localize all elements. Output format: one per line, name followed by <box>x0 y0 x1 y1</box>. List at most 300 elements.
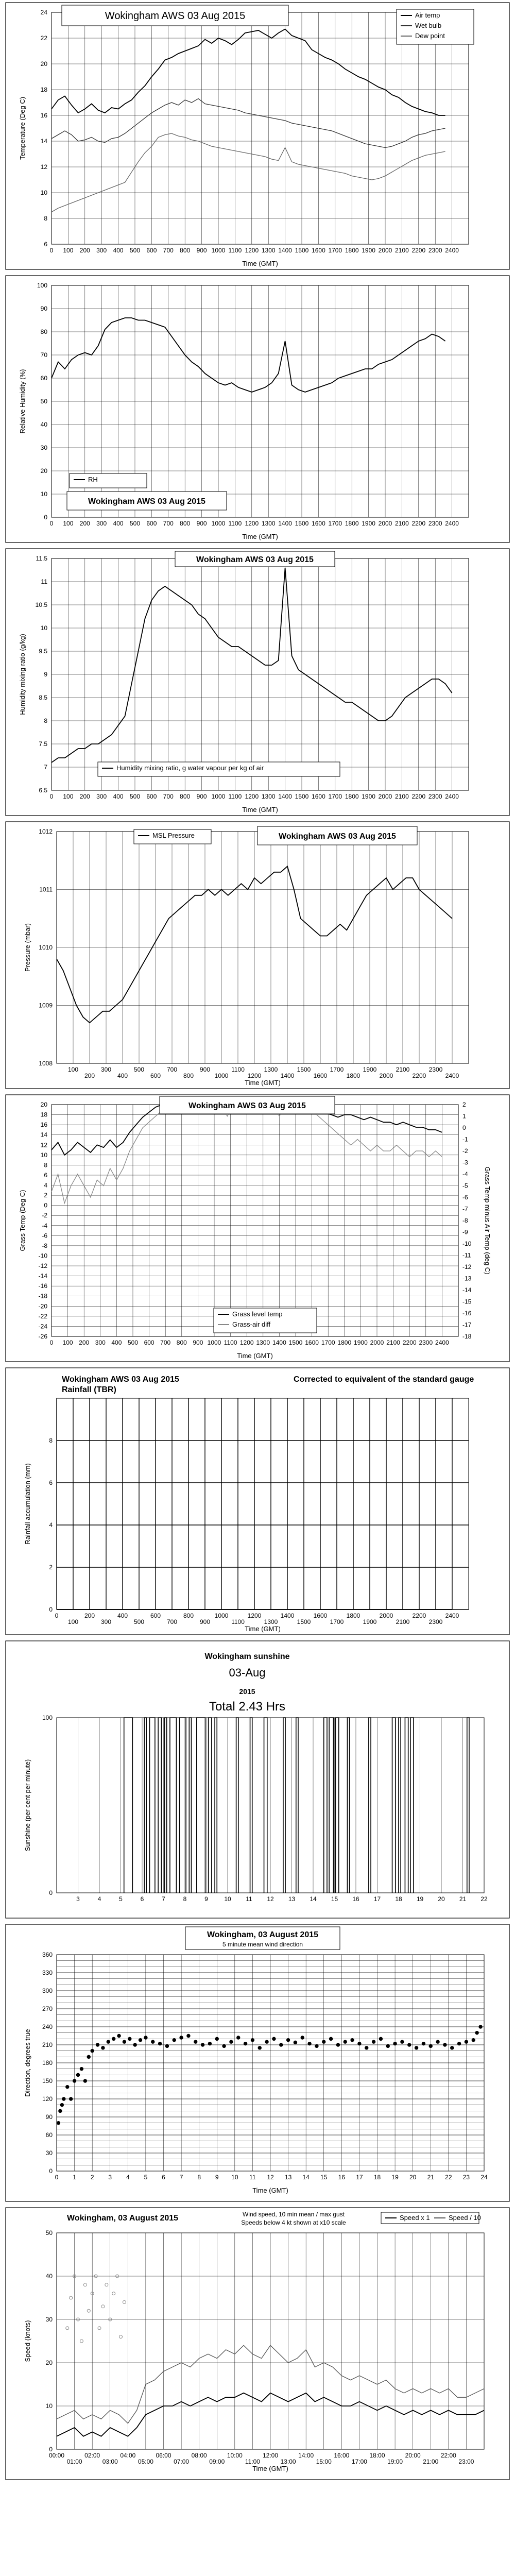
x-tick-label: 300 <box>96 793 107 800</box>
x-tick-label: 800 <box>183 1612 194 1619</box>
x-tick-label: 700 <box>166 1618 178 1625</box>
chart-title: Wokingham, 03 August 2015 <box>207 1930 319 1939</box>
x-tick-label: 1300 <box>261 247 276 254</box>
x-tick-label: 800 <box>183 1072 194 1079</box>
x-tick-label: 02:00 <box>84 2452 100 2459</box>
x-tick-label: 1100 <box>231 1618 245 1625</box>
y-axis-label: Pressure (mbar) <box>24 923 31 972</box>
data-point <box>372 2040 375 2043</box>
data-point <box>117 2034 121 2037</box>
x-tick-label: 1400 <box>280 1072 295 1079</box>
x-tick-label: 17 <box>356 2174 363 2181</box>
y2-tick-label: -5 <box>462 1182 468 1190</box>
y2-tick-label: -15 <box>462 1298 472 1306</box>
legend-entry: Speed / 10 <box>449 2214 481 2222</box>
y-axis-label: Relative Humidity (%) <box>19 369 26 434</box>
y-tick-label: 6 <box>44 241 47 248</box>
chart-note: Speeds below 4 kt shown at x10 scale <box>241 2219 346 2226</box>
x-tick-label: 800 <box>176 1339 187 1346</box>
data-point <box>351 2038 354 2041</box>
y-tick-label: 6 <box>44 1171 47 1179</box>
x-tick-label: 12 <box>267 1895 274 1903</box>
x-tick-label: 1200 <box>247 1072 262 1079</box>
pressure-chart-panel <box>5 821 510 1089</box>
x-tick-label: 7 <box>179 2174 183 2181</box>
y-tick-label: 14 <box>40 138 47 145</box>
y-tick-label: 300 <box>42 1987 53 1994</box>
y-tick-label: 330 <box>42 1969 53 1976</box>
y-tick-label: 30 <box>40 444 47 451</box>
x-tick-label: 12:00 <box>262 2452 279 2459</box>
y-tick-label: 2 <box>44 1192 47 1199</box>
y-axis-label: Sunshine (per cent per minute) <box>24 1759 31 1852</box>
chart-title: Wokingham AWS 03 Aug 2015 <box>88 497 205 506</box>
y-tick-label: 8 <box>44 717 47 724</box>
x-tick-label: 1400 <box>278 247 292 254</box>
x-tick-label: 18 <box>373 2174 381 2181</box>
y-tick-label: 20 <box>40 467 47 474</box>
y-tick-label: 60 <box>40 375 47 382</box>
x-tick-label: 6 <box>140 1895 144 1903</box>
x-tick-label: 2000 <box>379 1612 393 1619</box>
x-tick-label: 500 <box>133 1066 145 1073</box>
x-tick-label: 700 <box>166 1066 178 1073</box>
x-tick-label: 11:00 <box>245 2458 260 2465</box>
y-tick-label: 20 <box>40 1101 47 1108</box>
x-tick-label: 900 <box>196 247 207 254</box>
data-point <box>265 2040 268 2043</box>
x-tick-label: 2200 <box>412 1612 426 1619</box>
x-tick-label: 2200 <box>411 793 426 800</box>
chart-title: Wokingham AWS 03 Aug 2015 <box>188 1101 306 1110</box>
x-tick-label: 1000 <box>211 520 226 527</box>
data-point <box>91 2049 94 2052</box>
y-tick-label: 0 <box>49 2167 53 2175</box>
x-tick-label: 1000 <box>211 247 226 254</box>
x-axis-label: Time (GMT) <box>242 533 278 540</box>
x-tick-label: 0 <box>49 520 54 527</box>
x-tick-label: 10 <box>224 1895 231 1903</box>
data-point <box>62 2097 65 2100</box>
y-tick-label: 16 <box>40 112 47 119</box>
y2-tick-label: -14 <box>462 1286 472 1294</box>
y-tick-label: 90 <box>40 305 47 312</box>
y2-tick-label: -9 <box>462 1228 468 1236</box>
chart-year: 2015 <box>239 1687 255 1696</box>
data-point <box>215 2037 218 2040</box>
x-tick-label: 300 <box>100 1618 112 1625</box>
chart-title: Wokingham AWS 03 Aug 2015 <box>196 555 314 564</box>
y-tick-label: 0 <box>49 1606 53 1613</box>
x-tick-label: 1200 <box>245 520 259 527</box>
y-tick-label: -10 <box>38 1252 47 1260</box>
x-tick-label: 1400 <box>280 1612 295 1619</box>
y-tick-label: 50 <box>40 398 47 405</box>
x-tick-label: 1600 <box>313 1612 328 1619</box>
data-point <box>401 2040 404 2043</box>
y-tick-label: 7 <box>44 764 47 771</box>
x-tick-label: 1200 <box>239 1339 254 1346</box>
x-tick-label: 100 <box>63 520 74 527</box>
data-point <box>101 2046 105 2049</box>
x-tick-label: 7 <box>162 1895 165 1903</box>
y-tick-label: 16 <box>40 1121 47 1129</box>
x-tick-label: 200 <box>79 793 90 800</box>
x-tick-label: 03:00 <box>102 2458 118 2465</box>
mixing-ratio-chart <box>5 548 510 816</box>
y-tick-label: 9 <box>44 671 47 678</box>
legend-entry: Grass-air diff <box>232 1320 271 1328</box>
x-tick-label: 07:00 <box>174 2458 190 2465</box>
x-tick-label: 1800 <box>346 1612 360 1619</box>
wind-direction-chart <box>5 1924 510 2202</box>
data-point <box>73 2079 76 2082</box>
y-tick-label: 4 <box>44 1181 47 1189</box>
x-axis-label: Time (GMT) <box>245 1625 281 1633</box>
y2-tick-label: -18 <box>462 1333 472 1340</box>
data-point <box>280 2043 283 2046</box>
y-tick-label: 20 <box>45 2359 53 2366</box>
y-tick-label: 8.5 <box>39 694 47 701</box>
x-tick-label: 0 <box>55 1612 59 1619</box>
x-tick-label: 1900 <box>362 793 375 800</box>
data-point <box>222 2044 226 2047</box>
x-tick-label: 15:00 <box>316 2458 332 2465</box>
x-tick-label: 13 <box>288 1895 296 1903</box>
data-point <box>358 2042 361 2045</box>
y-tick-label: 0 <box>49 1889 53 1896</box>
x-tick-label: 1900 <box>354 1339 368 1346</box>
y-tick-label: 150 <box>42 2077 53 2084</box>
data-point <box>173 2038 176 2041</box>
y-tick-label: 11 <box>41 578 47 585</box>
chart-title: Wokingham sunshine <box>204 1652 290 1661</box>
x-tick-label: 15 <box>320 2174 328 2181</box>
y2-tick-label: -16 <box>462 1310 472 1317</box>
x-tick-label: 1900 <box>362 247 375 254</box>
x-tick-label: 1400 <box>272 1339 286 1346</box>
x-tick-label: 2200 <box>412 1072 426 1079</box>
y2-tick-label: -10 <box>462 1240 472 1247</box>
y-tick-label: 22 <box>40 35 47 42</box>
x-tick-label: 700 <box>160 1339 171 1346</box>
y-tick-label: 8 <box>44 215 47 222</box>
data-point <box>393 2042 397 2045</box>
x-axis-label: Time (GMT) <box>252 2465 288 2472</box>
x-tick-label: 1900 <box>363 1066 377 1073</box>
data-point <box>322 2040 325 2043</box>
data-point <box>194 2040 197 2043</box>
y-tick-label: 0 <box>49 2446 53 2453</box>
x-tick-label: 21:00 <box>423 2458 439 2465</box>
data-point <box>379 2037 382 2040</box>
x-tick-label: 1700 <box>328 520 342 527</box>
temperature-chart <box>5 2 510 270</box>
legend-entry: Air temp <box>415 11 440 19</box>
x-tick-label: 1000 <box>211 793 226 800</box>
data-point <box>201 2043 204 2046</box>
x-tick-label: 2200 <box>411 520 426 527</box>
y-tick-label: 14 <box>40 1131 47 1139</box>
y-tick-label: -4 <box>42 1222 47 1229</box>
data-point <box>139 2038 142 2041</box>
wind-direction-chart-panel <box>5 1924 510 2202</box>
x-tick-label: 500 <box>127 1339 139 1346</box>
x-tick-label: 2400 <box>445 793 459 800</box>
x-tick-label: 400 <box>113 520 124 527</box>
x-tick-label: 700 <box>163 520 174 527</box>
y-tick-label: 10 <box>40 189 47 196</box>
x-tick-label: 2400 <box>445 1612 459 1619</box>
x-tick-label: 2100 <box>396 1618 410 1625</box>
x-tick-label: 12 <box>267 2174 274 2181</box>
y-tick-label: 270 <box>42 2005 53 2012</box>
x-tick-label: 100 <box>62 1339 73 1346</box>
y-tick-label: 210 <box>42 2041 53 2048</box>
y-tick-label: 0 <box>44 1201 47 1209</box>
x-tick-label: 18 <box>395 1895 402 1903</box>
x-tick-label: 1800 <box>337 1339 352 1346</box>
x-tick-label: 2400 <box>435 1339 449 1346</box>
y-tick-label: 90 <box>45 2113 53 2121</box>
x-tick-label: 19 <box>391 2174 399 2181</box>
x-tick-label: 2100 <box>396 1066 410 1073</box>
data-point <box>208 2042 211 2045</box>
x-tick-label: 06:00 <box>156 2452 171 2459</box>
data-point <box>87 2055 90 2058</box>
plot-area <box>52 1105 458 1336</box>
data-point <box>479 2025 482 2028</box>
data-point <box>107 2040 110 2043</box>
x-tick-label: 400 <box>117 1612 128 1619</box>
data-point <box>457 2042 460 2045</box>
x-tick-label: 21 <box>459 1895 467 1903</box>
y-tick-label: 6.5 <box>39 787 47 794</box>
chart-title: Wokingham AWS 03 Aug 2015 <box>105 10 246 22</box>
legend-entry: Speed x 1 <box>400 2214 430 2222</box>
y2-tick-label: -4 <box>462 1171 468 1178</box>
y-tick-label: -14 <box>38 1272 47 1280</box>
y-tick-label: -2 <box>42 1212 47 1219</box>
x-tick-label: 300 <box>95 1339 106 1346</box>
y-tick-label: 8 <box>49 1437 53 1444</box>
x-tick-label: 0 <box>55 2174 59 2181</box>
x-tick-label: 2300 <box>428 247 442 254</box>
legend-entry: MSL Pressure <box>152 832 195 839</box>
x-tick-label: 1500 <box>295 793 309 800</box>
data-point <box>286 2038 289 2041</box>
y-tick-label: -16 <box>38 1282 47 1290</box>
x-tick-label: 2000 <box>370 1339 384 1346</box>
y-tick-label: 10 <box>40 1151 47 1159</box>
y-tick-label: 9.5 <box>39 648 47 655</box>
data-point <box>429 2044 432 2047</box>
y-tick-label: 20 <box>40 60 47 67</box>
x-tick-label: 13 <box>284 2174 292 2181</box>
x-tick-label: 200 <box>79 520 90 527</box>
x-tick-label: 21 <box>427 2174 434 2181</box>
y-tick-label: -22 <box>38 1312 47 1320</box>
x-tick-label: 20 <box>409 2174 417 2181</box>
x-tick-label: 900 <box>199 1618 211 1625</box>
y-tick-label: 120 <box>42 2095 53 2103</box>
y-tick-label: 18 <box>40 86 47 93</box>
y-tick-label: 1008 <box>39 1060 53 1067</box>
pressure-chart <box>5 821 510 1089</box>
y-tick-label: 1011 <box>39 886 53 893</box>
y-tick-label: 40 <box>40 421 47 428</box>
x-tick-label: 1700 <box>321 1339 335 1346</box>
x-tick-label: 900 <box>196 793 207 800</box>
y-axis-label: Grass Temp (Deg C) <box>19 1190 26 1251</box>
y-tick-label: 10 <box>40 490 47 498</box>
y-tick-label: -20 <box>38 1302 47 1310</box>
x-tick-label: 300 <box>96 247 107 254</box>
y2-tick-label: -1 <box>462 1136 468 1143</box>
x-tick-label: 8 <box>197 2174 201 2181</box>
x-tick-label: 1000 <box>207 1339 221 1346</box>
legend-box <box>70 473 147 488</box>
data-point <box>80 2067 83 2070</box>
x-tick-label: 1900 <box>363 1618 377 1625</box>
data-point <box>69 2097 72 2100</box>
x-tick-label: 2100 <box>395 793 409 800</box>
y-tick-label: 80 <box>40 328 47 335</box>
x-tick-label: 1600 <box>305 1339 319 1346</box>
y-tick-label: 1012 <box>39 828 53 835</box>
x-tick-label: 1300 <box>261 793 276 800</box>
temperature-chart-panel <box>5 2 510 270</box>
x-tick-label: 400 <box>113 247 124 254</box>
data-point <box>57 2121 60 2124</box>
x-tick-label: 800 <box>180 520 191 527</box>
x-tick-label: 19 <box>416 1895 424 1903</box>
y-axis-label: Rainfall accumulation (mm) <box>24 1463 31 1545</box>
y-tick-label: -24 <box>38 1323 47 1330</box>
data-point <box>272 2037 276 2040</box>
x-tick-label: 1800 <box>346 1072 360 1079</box>
y2-tick-label: -6 <box>462 1194 468 1201</box>
x-tick-label: 14 <box>302 2174 310 2181</box>
x-tick-label: 2000 <box>378 247 392 254</box>
x-tick-label: 1200 <box>245 247 259 254</box>
legend-entry: Dew point <box>415 32 445 40</box>
x-tick-label: 2000 <box>379 1072 393 1079</box>
x-tick-label: 4 <box>126 2174 130 2181</box>
x-tick-label: 04:00 <box>120 2452 136 2459</box>
x-tick-label: 23:00 <box>458 2458 474 2465</box>
wind-speed-chart <box>5 2207 510 2480</box>
y-tick-label: 40 <box>45 2273 53 2280</box>
x-tick-label: 11 <box>249 2174 256 2181</box>
x-tick-label: 1500 <box>297 1618 311 1625</box>
x-tick-label: 0 <box>49 247 54 254</box>
x-tick-label: 1300 <box>264 1066 278 1073</box>
data-point <box>465 2040 468 2043</box>
x-tick-label: 2300 <box>428 793 442 800</box>
x-tick-label: 3 <box>76 1895 80 1903</box>
data-point <box>59 2109 62 2112</box>
x-tick-label: 22:00 <box>440 2452 456 2459</box>
x-tick-label: 1300 <box>256 1339 270 1346</box>
y-axis-label: Direction, degrees true <box>24 2029 31 2097</box>
x-tick-label: 2300 <box>428 1618 443 1625</box>
x-tick-label: 2100 <box>395 247 409 254</box>
x-tick-label: 3 <box>108 2174 112 2181</box>
x-tick-label: 200 <box>79 1339 90 1346</box>
x-tick-label: 400 <box>111 1339 122 1346</box>
y-tick-label: 10 <box>45 2402 53 2410</box>
x-tick-label: 600 <box>150 1072 161 1079</box>
y2-tick-label: 0 <box>462 1124 466 1131</box>
y-tick-label: 100 <box>37 282 47 289</box>
y-tick-label: 8 <box>44 1161 47 1169</box>
data-point <box>365 2046 368 2049</box>
x-tick-label: 200 <box>84 1612 95 1619</box>
x-tick-label: 1600 <box>312 247 325 254</box>
x-tick-label: 2400 <box>445 247 459 254</box>
x-tick-label: 17:00 <box>351 2458 367 2465</box>
x-tick-label: 19:00 <box>387 2458 403 2465</box>
x-tick-label: 200 <box>79 247 90 254</box>
chart-title: Wokingham AWS 03 Aug 2015 <box>62 1375 179 1384</box>
data-point <box>294 2041 297 2044</box>
x-tick-label: 10 <box>231 2174 238 2181</box>
x-tick-label: 500 <box>129 247 141 254</box>
x-tick-label: 1300 <box>261 520 276 527</box>
x-tick-label: 2300 <box>428 1066 443 1073</box>
x-tick-label: 100 <box>63 793 74 800</box>
y-tick-label: 12 <box>40 1141 47 1149</box>
humidity-chart <box>5 275 510 543</box>
data-point <box>344 2040 347 2043</box>
x-tick-label: 1800 <box>345 247 359 254</box>
wind-speed-chart-panel <box>5 2207 510 2480</box>
x-tick-label: 2 <box>90 2174 94 2181</box>
data-point <box>475 2031 478 2034</box>
y-tick-label: 6 <box>49 1479 53 1486</box>
y-tick-label: -26 <box>38 1333 47 1340</box>
x-tick-label: 20 <box>438 1895 445 1903</box>
y-tick-label: 30 <box>45 2316 53 2323</box>
x-tick-label: 1600 <box>312 520 325 527</box>
y2-tick-label: 1 <box>462 1112 466 1120</box>
legend-entry: Wet bulb <box>415 22 442 29</box>
y2-tick-label: -3 <box>462 1159 468 1166</box>
y-tick-label: 10.5 <box>35 601 47 608</box>
x-tick-label: 600 <box>150 1612 161 1619</box>
x-tick-label: 900 <box>196 520 207 527</box>
y2-tick-label: -2 <box>462 1147 468 1155</box>
x-tick-label: 16:00 <box>334 2452 350 2459</box>
mixing-ratio-chart-panel <box>5 548 510 816</box>
x-tick-label: 1100 <box>228 247 242 254</box>
data-point <box>408 2043 411 2046</box>
x-tick-label: 500 <box>129 793 141 800</box>
x-tick-label: 1900 <box>362 520 375 527</box>
x-tick-label: 2200 <box>402 1339 417 1346</box>
humidity-chart-panel <box>5 275 510 543</box>
x-tick-label: 5 <box>144 2174 148 2181</box>
x-tick-label: 20:00 <box>405 2452 421 2459</box>
data-point <box>451 2046 454 2049</box>
data-point <box>251 2038 254 2041</box>
data-point <box>133 2043 136 2046</box>
x-tick-label: 14:00 <box>298 2452 314 2459</box>
x-tick-label: 1500 <box>295 520 309 527</box>
x-axis-label: Time (GMT) <box>242 806 278 814</box>
x-tick-label: 11 <box>246 1895 252 1903</box>
